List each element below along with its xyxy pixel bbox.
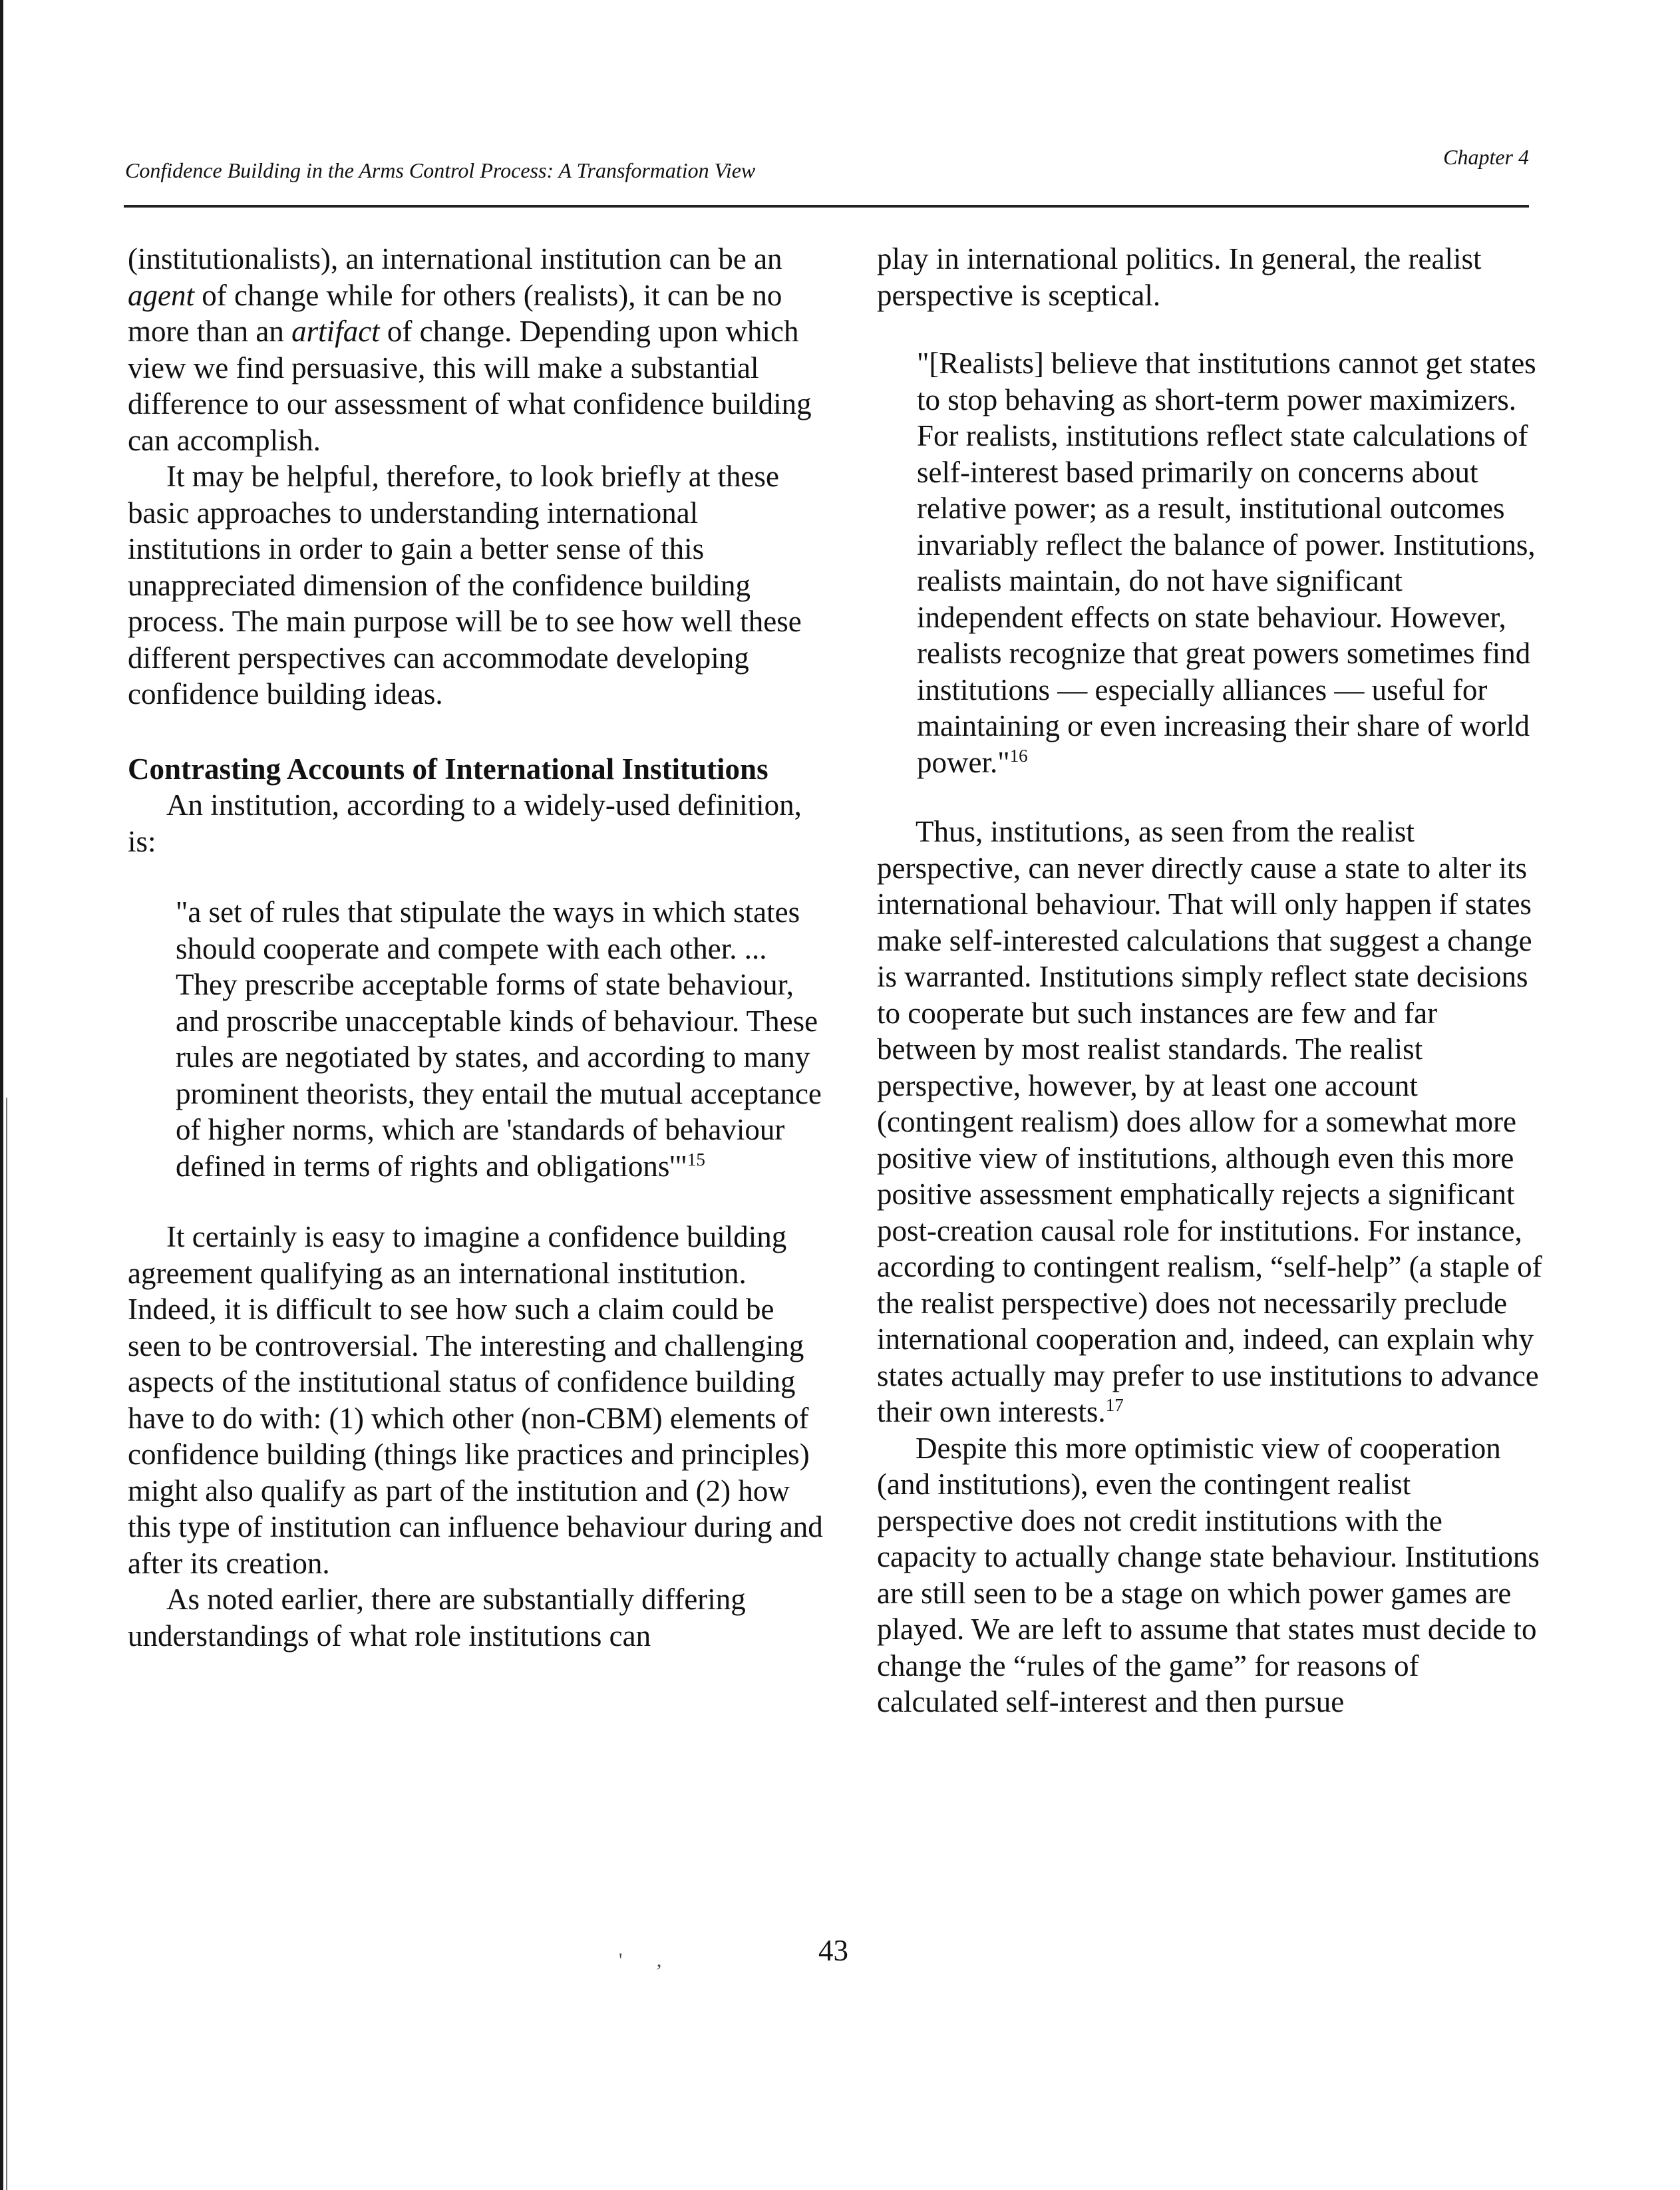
footnote-ref: 15 [687, 1149, 705, 1170]
quote-text: "a set of rules that stipulate the ways in which states should cooperate and compete with each other. ... They prescribe acceptable forms of state behaviour, and proscribe unacceptable kinds of behaviour. These rules are negotiated by states, and according to many prominent theorists, they entail the mutual acceptance of higher norms, which are 'standards of behaviour defined in terms of rights and obligations'" [176, 895, 822, 1183]
block-quote [917, 345, 1542, 780]
paragraph: Despite this more optimistic view of cooperation (and institutions), even the contingent realist perspective does not credit institutions with the capacity to actually change state behaviour. Institutions are still seen to be a stage on which power games are played. We are left to assume that states must decide to change the “rules of the game” for reasons of calculated self-interest and then pursue [877, 1431, 1540, 1718]
running-head [125, 145, 1529, 194]
left-column [128, 241, 833, 1654]
paragraph: As noted earlier, there are substantially differing understandings of what role institutions can [128, 1583, 746, 1652]
text-run: Thus, institutions, as seen from the realist perspective, can never directly cause a state to alter its international behaviour. That will only happen if states make self-interested calculations that suggest a change is warranted. Institutions simply reflect state decisions to cooperate but such instances are few and far between by most realist standards. The realist perspective, however, by at least one account (contingent realism) does allow for a somewhat more positive view of institutions, although even this more positive assessment emphatically rejects a significant post-creation causal role for institutions. For instance, according to contingent realism, “self-help” (a staple of the realist perspective) does not necessarily preclude international cooperation and, indeed, can explain why states actually may prefer to use institutions to advance their own interests. [877, 815, 1542, 1428]
running-head-chapter: Chapter 4 [1443, 145, 1529, 169]
scan-edge [0, 0, 3, 2190]
paragraph [877, 814, 1542, 1430]
paragraph-continuation: play in international politics. In general, the realist perspective is sceptical. [877, 242, 1482, 312]
scan-edge-inner [6, 1098, 7, 2190]
block-quote [176, 894, 833, 1184]
footnote-ref: 16 [1009, 745, 1028, 766]
text-run: (institutionalists), an international institution can be an [128, 242, 782, 275]
paragraph: It may be helpful, therefore, to look briefly at these basic approaches to understanding international institutions in order to gain a better sense of this unappreciated dimension of the confidence building process. The main purpose will be to see how well these different perspectives can accommodate developing confidence building ideas. [128, 460, 802, 710]
header-rule [124, 205, 1529, 208]
emphasis-artifact: artifact [291, 315, 380, 348]
section-heading: Contrasting Accounts of International Institutions [128, 752, 768, 786]
page-number: 43 [818, 1934, 848, 1967]
text-run: of change while for others (realists), it can be no more than an [128, 278, 782, 348]
running-head-title: Confidence Building in the Arms Control Process: A Transformation View [125, 158, 756, 182]
quote-text: "[Realists] believe that institutions cannot get states to stop behaving as short-term power maximizers. For realists, institutions reflect state calculations of self-interest based primarily on concerns about relative power; as a result, institutional outcomes invariably reflect the balance of power. Institutions, realists maintain, do not have significant independent effects on state behaviour. However, realists recognize that great powers sometimes find institutions — especially alliances — useful for maintaining or even increasing their share of world power." [917, 347, 1536, 779]
paragraph-continuation [128, 241, 833, 458]
emphasis-agent: agent [128, 278, 194, 312]
right-column [877, 241, 1542, 1720]
paragraph: An institution, according to a widely-used definition, is: [128, 788, 802, 858]
paragraph: It certainly is easy to imagine a confidence building agreement qualifying as an international institution. Indeed, it is difficult to see how such a claim could be seen to be controversial. The interesting and challenging aspects of the institutional status of confidence building have to do with: (1) which other (non-CBM) elements of confidence building (things like practices and principles) might also qualify as part of the institution and (2) how this type of institution can influence behaviour during and after its creation. [128, 1220, 823, 1580]
scan-specks: ' , [619, 1949, 677, 1971]
text-run: of change. Depending upon which view we find persuasive, this will make a substantial difference to our assessment of what confidence building can accomplish. [128, 315, 812, 457]
footnote-ref: 17 [1105, 1395, 1124, 1415]
